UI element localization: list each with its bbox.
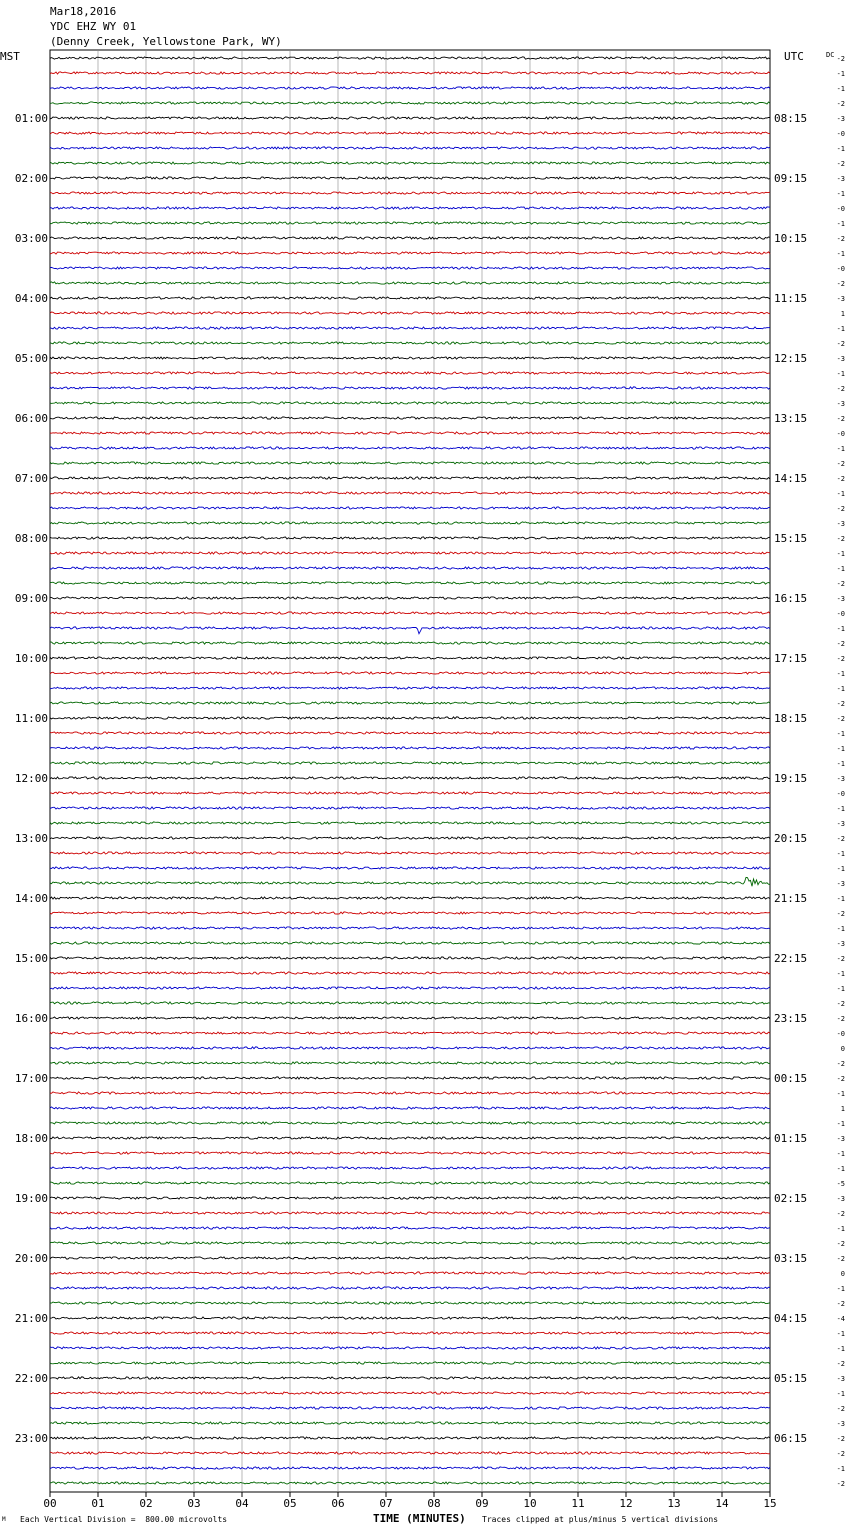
trace-row-16 — [50, 282, 770, 284]
utc-hour-label: 15:15 — [774, 532, 808, 545]
dc-offset-label: -2 — [836, 1240, 845, 1248]
utc-hour-label: 10:15 — [774, 232, 808, 245]
dc-offset-label: -2 — [836, 1255, 845, 1263]
utc-hour-label: 02:15 — [774, 1192, 808, 1205]
dc-offset-label: -4 — [836, 1315, 845, 1323]
trace-row-48 — [50, 762, 770, 764]
dc-offset-label: -2 — [836, 415, 845, 423]
trace-row-56 — [50, 877, 770, 886]
x-tick-label: 03 — [187, 1497, 201, 1510]
dc-offset-label: -1 — [836, 745, 845, 753]
trace-row-81 — [50, 1257, 770, 1259]
dc-offset-label: -3 — [836, 115, 845, 123]
dc-offset-label: -1 — [836, 1225, 845, 1233]
trace-row-65 — [50, 1017, 770, 1019]
dc-offset-label: -1 — [836, 670, 845, 678]
header-location: (Denny Creek, Yellowstone Park, WY) — [50, 35, 282, 48]
trace-row-73 — [50, 1137, 770, 1139]
dc-offset-label: -2 — [836, 715, 845, 723]
trace-row-8 — [50, 162, 770, 164]
trace-row-26 — [50, 432, 770, 434]
trace-row-45 — [50, 717, 770, 719]
trace-row-59 — [50, 927, 770, 929]
dc-offset-label: -1 — [836, 1390, 845, 1398]
header-date: Mar18,2016 — [50, 5, 117, 18]
utc-hour-label: 00:15 — [774, 1072, 808, 1085]
trace-row-96 — [50, 1482, 770, 1484]
dc-offset-label: -1 — [836, 85, 845, 93]
trace-row-63 — [50, 987, 770, 989]
dc-offset-label: -2 — [836, 1405, 845, 1413]
trace-row-57 — [50, 897, 770, 899]
trace-row-77 — [50, 1197, 770, 1199]
utc-hour-label: 20:15 — [774, 832, 808, 845]
trace-row-23 — [50, 387, 770, 389]
trace-row-76 — [50, 1182, 770, 1184]
dc-offset-label: -0 — [836, 130, 845, 138]
trace-row-35 — [50, 567, 770, 569]
dc-offset-label: -1 — [836, 1165, 845, 1173]
mst-hour-label: 14:00 — [14, 892, 48, 905]
mst-hour-label: 17:00 — [14, 1072, 48, 1085]
trace-row-3 — [50, 87, 770, 89]
trace-row-51 — [50, 807, 770, 809]
utc-hour-label: 21:15 — [774, 892, 808, 905]
dc-offset-label: -3 — [836, 520, 845, 528]
scale-note: Each Vertical Division = 800.00 microvolts — [20, 1515, 228, 1524]
utc-hour-label: 03:15 — [774, 1252, 808, 1265]
dc-offset-label: -2 — [836, 1435, 845, 1443]
trace-row-79 — [50, 1227, 770, 1229]
x-tick-label: 05 — [283, 1497, 297, 1510]
mst-hour-label: 09:00 — [14, 592, 48, 605]
mst-hour-label: 21:00 — [14, 1312, 48, 1325]
utc-hour-label: 08:15 — [774, 112, 808, 125]
trace-row-19 — [50, 327, 770, 329]
dc-offset-label: -3 — [836, 880, 845, 888]
dc-offset-label: -2 — [836, 460, 845, 468]
utc-hour-label: 04:15 — [774, 1312, 808, 1325]
dc-offset-label: -1 — [836, 1150, 845, 1158]
dc-offset-label: -2 — [836, 700, 845, 708]
trace-row-13 — [50, 237, 770, 239]
dc-offset-label: -1 — [836, 850, 845, 858]
dc-offset-label: -3 — [836, 1375, 845, 1383]
trace-row-91 — [50, 1407, 770, 1409]
dc-offset-label: -2 — [836, 100, 845, 108]
trace-row-82 — [50, 1272, 770, 1274]
utc-hour-label: 06:15 — [774, 1432, 808, 1445]
dc-offset-label: -1 — [836, 145, 845, 153]
mst-hour-label: 19:00 — [14, 1192, 48, 1205]
utc-hour-label: 23:15 — [774, 1012, 808, 1025]
mst-hour-label: 23:00 — [14, 1432, 48, 1445]
x-tick-label: 04 — [235, 1497, 249, 1510]
dc-offset-label: -0 — [836, 205, 845, 213]
dc-offset-label: -1 — [836, 250, 845, 258]
trace-row-12 — [50, 222, 770, 224]
mst-hour-label: 20:00 — [14, 1252, 48, 1265]
utc-hour-label: 18:15 — [774, 712, 808, 725]
trace-row-86 — [50, 1332, 770, 1334]
trace-row-24 — [50, 402, 770, 404]
trace-row-64 — [50, 1002, 770, 1004]
x-tick-label: 10 — [523, 1497, 537, 1510]
dc-offset-label: -1 — [836, 805, 845, 813]
trace-row-44 — [50, 702, 770, 704]
mst-hour-label: 22:00 — [14, 1372, 48, 1385]
mst-hour-label: 10:00 — [14, 652, 48, 665]
utc-hour-label: 05:15 — [774, 1372, 808, 1385]
dc-offset-label: -2 — [836, 235, 845, 243]
trace-row-10 — [50, 192, 770, 194]
dc-offset-label: -1 — [836, 985, 845, 993]
dc-offset-label: -2 — [836, 1300, 845, 1308]
trace-row-11 — [50, 207, 770, 209]
dc-offset-label: -2 — [836, 340, 845, 348]
mst-hour-label: 11:00 — [14, 712, 48, 725]
dc-offset-label: -1 — [836, 190, 845, 198]
dc-offset-label: -2 — [836, 910, 845, 918]
x-tick-label: 02 — [139, 1497, 153, 1510]
mst-hour-label: 01:00 — [14, 112, 48, 125]
x-tick-label: 07 — [379, 1497, 393, 1510]
trace-row-32 — [50, 522, 770, 524]
dc-offset-label: -1 — [836, 730, 845, 738]
mst-hour-label: 02:00 — [14, 172, 48, 185]
dc-offset-label: -1 — [836, 1465, 845, 1473]
dc-offset-label: -1 — [836, 565, 845, 573]
trace-row-49 — [50, 777, 770, 779]
trace-row-15 — [50, 267, 770, 269]
dc-offset-label: -2 — [836, 1000, 845, 1008]
dc-offset-label: -1 — [836, 1090, 845, 1098]
dc-offset-label: -1 — [836, 550, 845, 558]
dc-offset-label: -0 — [836, 430, 845, 438]
trace-row-88 — [50, 1362, 770, 1364]
dc-offset-label: -1 — [836, 1285, 845, 1293]
dc-offset-label: -1 — [836, 445, 845, 453]
trace-row-18 — [50, 312, 770, 314]
dc-offset-label: -3 — [836, 355, 845, 363]
x-tick-label: 13 — [667, 1497, 681, 1510]
dc-offset-label: -3 — [836, 400, 845, 408]
dc-offset-label: -0 — [836, 1030, 845, 1038]
trace-row-67 — [50, 1047, 770, 1049]
dc-offset-label: -2 — [836, 535, 845, 543]
dc-offset-label: -2 — [836, 55, 845, 63]
x-tick-label: 11 — [571, 1497, 585, 1510]
x-tick-label: 06 — [331, 1497, 345, 1510]
trace-row-55 — [50, 867, 770, 869]
dc-offset-label: -3 — [836, 595, 845, 603]
mst-hour-label: 12:00 — [14, 772, 48, 785]
dc-offset-label: -2 — [836, 1480, 845, 1488]
dc-offset-label: -3 — [836, 1195, 845, 1203]
trace-row-54 — [50, 852, 770, 854]
dc-offset-label: -1 — [836, 370, 845, 378]
trace-row-1 — [50, 57, 770, 59]
trace-row-6 — [50, 132, 770, 134]
trace-row-72 — [50, 1122, 770, 1124]
x-tick-label: 01 — [91, 1497, 105, 1510]
utc-hour-label: 12:15 — [774, 352, 808, 365]
dc-offset-label: -2 — [836, 280, 845, 288]
trace-row-94 — [50, 1452, 770, 1454]
dc-offset-label: 1 — [840, 1105, 845, 1113]
dc-offset-label: -5 — [836, 1180, 845, 1188]
trace-row-27 — [50, 447, 770, 449]
trace-row-50 — [50, 792, 770, 794]
dc-offset-label: -2 — [836, 1075, 845, 1083]
dc-offset-label: 0 — [840, 1270, 845, 1278]
dc-offset-label: -2 — [836, 835, 845, 843]
utc-hour-label: 11:15 — [774, 292, 808, 305]
trace-row-31 — [50, 507, 770, 509]
trace-row-85 — [50, 1317, 770, 1319]
utc-hour-label: 19:15 — [774, 772, 808, 785]
trace-row-69 — [50, 1077, 770, 1079]
dc-offset-label: 0 — [840, 1045, 845, 1053]
trace-row-93 — [50, 1437, 770, 1439]
utc-hour-label: 14:15 — [774, 472, 808, 485]
trace-row-38 — [50, 612, 770, 614]
trace-row-58 — [50, 912, 770, 914]
trace-row-46 — [50, 732, 770, 734]
trace-row-90 — [50, 1392, 770, 1394]
trace-row-80 — [50, 1242, 770, 1244]
dc-offset-label: -1 — [836, 1345, 845, 1353]
dc-offset-label: -2 — [836, 955, 845, 963]
trace-row-39 — [50, 627, 770, 634]
trace-row-87 — [50, 1347, 770, 1349]
trace-row-84 — [50, 1302, 770, 1304]
dc-offset-label: -3 — [836, 775, 845, 783]
trace-row-4 — [50, 102, 770, 104]
trace-row-66 — [50, 1032, 770, 1034]
x-tick-label: 15 — [763, 1497, 777, 1510]
corner-mark: M — [2, 1516, 6, 1523]
trace-row-42 — [50, 672, 770, 674]
dc-offset-label: -1 — [836, 760, 845, 768]
utc-hour-label: 22:15 — [774, 952, 808, 965]
dc-offset-label: -2 — [836, 1450, 845, 1458]
trace-row-5 — [50, 117, 770, 119]
dc-offset-label: -1 — [836, 70, 845, 78]
dc-offset-label: -1 — [836, 925, 845, 933]
trace-row-53 — [50, 837, 770, 839]
trace-row-95 — [50, 1467, 770, 1469]
trace-row-71 — [50, 1107, 770, 1109]
mst-axis-title: MST — [0, 50, 20, 63]
trace-row-75 — [50, 1167, 770, 1169]
trace-row-43 — [50, 687, 770, 689]
dc-offset-label: -2 — [836, 1060, 845, 1068]
mst-hour-label: 07:00 — [14, 472, 48, 485]
trace-row-29 — [50, 477, 770, 479]
trace-row-28 — [50, 462, 770, 464]
dc-offset-label: -0 — [836, 265, 845, 273]
dc-offset-label: -2 — [836, 505, 845, 513]
dc-offset-label: -2 — [836, 1015, 845, 1023]
dc-offset-label: -2 — [836, 1360, 845, 1368]
utc-hour-label: 13:15 — [774, 412, 808, 425]
x-tick-label: 00 — [43, 1497, 57, 1510]
dc-offset-label: -3 — [836, 175, 845, 183]
dc-offset-label: -2 — [836, 580, 845, 588]
trace-row-30 — [50, 492, 770, 494]
dc-offset-label: -1 — [836, 1330, 845, 1338]
trace-row-36 — [50, 582, 770, 584]
trace-row-14 — [50, 252, 770, 254]
dc-header-label: DC — [826, 51, 835, 59]
x-tick-label: 12 — [619, 1497, 633, 1510]
trace-row-40 — [50, 642, 770, 644]
utc-hour-label: 09:15 — [774, 172, 808, 185]
utc-hour-label: 01:15 — [774, 1132, 808, 1145]
x-axis-label: TIME (MINUTES) — [373, 1512, 466, 1525]
trace-row-17 — [50, 297, 770, 299]
dc-offset-label: -1 — [836, 895, 845, 903]
trace-row-52 — [50, 822, 770, 824]
mst-hour-label: 06:00 — [14, 412, 48, 425]
trace-row-68 — [50, 1062, 770, 1064]
dc-offset-label: -3 — [836, 940, 845, 948]
trace-row-37 — [50, 597, 770, 599]
trace-row-41 — [50, 657, 770, 659]
mst-hour-label: 05:00 — [14, 352, 48, 365]
plot-frame — [50, 50, 770, 1492]
dc-offset-label: -2 — [836, 475, 845, 483]
trace-row-22 — [50, 372, 770, 374]
trace-row-74 — [50, 1152, 770, 1154]
dc-offset-label: -0 — [836, 610, 845, 618]
utc-hour-label: 17:15 — [774, 652, 808, 665]
mst-hour-label: 04:00 — [14, 292, 48, 305]
trace-row-34 — [50, 552, 770, 554]
dc-offset-label: 1 — [840, 310, 845, 318]
dc-offset-label: -0 — [836, 790, 845, 798]
dc-offset-label: -3 — [836, 295, 845, 303]
dc-offset-label: -1 — [836, 1120, 845, 1128]
trace-row-60 — [50, 942, 770, 944]
dc-offset-label: -1 — [836, 685, 845, 693]
header-station: YDC EHZ WY 01 — [50, 20, 137, 33]
trace-row-83 — [50, 1287, 770, 1289]
trace-row-2 — [50, 72, 770, 74]
trace-row-70 — [50, 1092, 770, 1094]
mst-hour-label: 15:00 — [14, 952, 48, 965]
dc-offset-label: -1 — [836, 865, 845, 873]
dc-offset-label: -3 — [836, 1135, 845, 1143]
trace-row-78 — [50, 1212, 770, 1214]
trace-row-62 — [50, 972, 770, 974]
dc-offset-label: -3 — [836, 1420, 845, 1428]
clip-note: Traces clipped at plus/minus 5 vertical divisions — [482, 1515, 719, 1524]
trace-row-7 — [50, 147, 770, 149]
utc-axis-title: UTC — [784, 50, 804, 63]
dc-offset-label: -2 — [836, 655, 845, 663]
x-tick-label: 08 — [427, 1497, 441, 1510]
trace-row-25 — [50, 417, 770, 419]
dc-offset-label: -2 — [836, 640, 845, 648]
trace-row-92 — [50, 1422, 770, 1424]
x-tick-label: 09 — [475, 1497, 489, 1510]
dc-offset-label: -1 — [836, 325, 845, 333]
trace-row-61 — [50, 957, 770, 959]
trace-row-9 — [50, 177, 770, 179]
x-tick-label: 14 — [715, 1497, 729, 1510]
utc-hour-label: 16:15 — [774, 592, 808, 605]
dc-offset-label: -2 — [836, 385, 845, 393]
trace-row-89 — [50, 1377, 770, 1379]
dc-offset-label: -1 — [836, 625, 845, 633]
dc-offset-label: -1 — [836, 970, 845, 978]
dc-offset-label: -3 — [836, 820, 845, 828]
dc-offset-label: -1 — [836, 220, 845, 228]
mst-hour-label: 18:00 — [14, 1132, 48, 1145]
mst-hour-label: 08:00 — [14, 532, 48, 545]
trace-row-47 — [50, 747, 770, 749]
mst-hour-label: 13:00 — [14, 832, 48, 845]
mst-hour-label: 16:00 — [14, 1012, 48, 1025]
trace-row-33 — [50, 537, 770, 539]
mst-hour-label: 03:00 — [14, 232, 48, 245]
trace-row-21 — [50, 357, 770, 359]
dc-offset-label: -2 — [836, 160, 845, 168]
trace-row-20 — [50, 342, 770, 344]
dc-offset-label: -1 — [836, 490, 845, 498]
dc-offset-label: -2 — [836, 1210, 845, 1218]
